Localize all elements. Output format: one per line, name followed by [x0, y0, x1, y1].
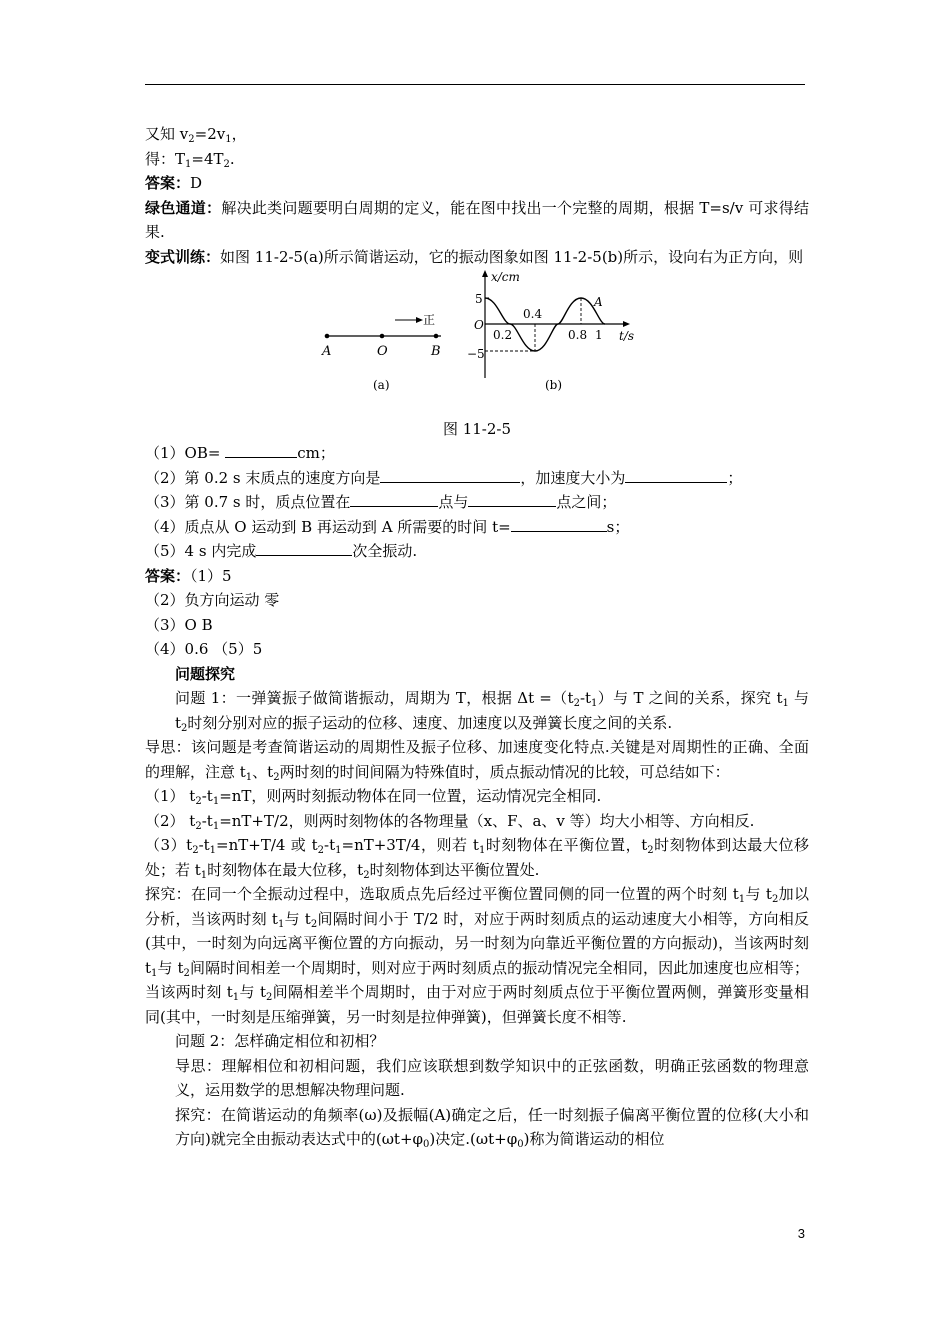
answer-4-5: （4）0.6 （5）5 [145, 640, 263, 658]
blank-2b[interactable] [625, 468, 727, 483]
question-5: （5）4 s 内完成 次全振动. [145, 542, 418, 560]
blank-3b[interactable] [468, 492, 556, 507]
page-content [145, 122, 809, 1152]
question-3: （3）第 0.7 s 时，质点位置在 点与 点之间； [145, 493, 617, 511]
tick-0-2: 0.2 [493, 328, 513, 342]
result-line: 得：$T_1=4T_2$. [145, 149, 235, 170]
question-2: （2）第 0.2 s 末质点的速度方向是 ，加速度大小为 ； [145, 468, 743, 487]
figure-b [467, 270, 634, 392]
x-axis-label: t/s [619, 329, 635, 343]
section-title: 问题探究 [175, 664, 236, 683]
case-2: （2） $t_2-t_1=nT+T/2$，则两时刻物体的各物理量（x、F、a、v 等）均大小相等、方向相反. [145, 811, 755, 832]
problem-2-explore: 探究：在简谐运动的角频率(ω)及振幅(A)确定之后，任一时刻振子偏离平衡位置的位移(大小和方向)就完全由振动表达式中的$(\omega t+\varphi_0)$决定$.(\omega t+\varphi_0)$称为简谐运动的相位 [175, 1105, 809, 1150]
problem-1-explore: 探究：在同一个全振动过程中，选取质点先后经过平衡位置同侧的同一位置的两个时刻 $t_1$与 $t_2$加以分析，当该两时刻 $t_1$与 $t_2$间隔时间小于 T/2 时，对应于两时刻质点的运动速度大小相等，方向相反(其中，一时刻为向远离平衡位置的方向振动，另一时刻为向靠近平衡位置的方向振动)，当该两时刻 $t_1$与 $t_2$间隔时间相差一个周期时，则对应于两时刻质点的振动情况完全相同，因此加速度也应相等；当该两时刻 $t_1$与 $t_2$间隔相差半个周期时，由于对应于两时刻质点位于平衡位置两侧，弹簧形变量相同(其中，一时刻是压缩弹簧，另一时刻是拉伸弹簧)，但弹簧长度不相等. [145, 885, 810, 1026]
origin-label: O [474, 318, 484, 332]
blank-5[interactable] [256, 541, 352, 556]
tip-paragraph: 绿色通道：解决此类问题要明白周期的定义，能在图中找出一个完整的周期，根据 T=s/v 可求得结果. [145, 198, 809, 241]
figure-11-2-5 [145, 269, 809, 417]
tick-5: 5 [475, 292, 483, 306]
figure-a-label: (a) [373, 378, 390, 392]
tick-1: 1 [595, 328, 603, 342]
answer-line: 答案：D [145, 174, 203, 192]
problem-2-question: 问题 2：怎样确定相位和初相？ [175, 1032, 385, 1050]
problem-1-question: 问题 1：一弹簧振子做简谐振动，周期为 T，根据 $\Delta t =(t_2-t_1)$与 T 之间的关系，探究 $t_1$ 与 $t_2$时刻分别对应的振子运动的位移、速度、加速度以及弹簧长度之间的关系. [175, 689, 809, 734]
answers-label: 答案：（1）5 [145, 566, 232, 585]
question-4: （4）质点从 O 运动到 B 再运动到 A 所需要的时间 t= s； [145, 517, 630, 536]
blank-3a[interactable] [350, 492, 438, 507]
header-rule [145, 84, 805, 85]
answer-2: （2）负方向运动 零 [145, 591, 280, 609]
curve-point-a: A [594, 295, 603, 309]
blank-2a[interactable] [380, 468, 520, 483]
given-line: 又知 $v_2=2v_1$， [145, 125, 247, 145]
positive-direction-label: 正 [423, 313, 436, 327]
tip-label: 绿色通道： [145, 198, 222, 217]
blank-4[interactable] [511, 517, 607, 532]
problem-2-guide: 导思：理解相位和初相问题，我们应该联想到数学知识中的正弦函数，明确正弦函数的物理意义，运用数学的思想解决物理问题. [175, 1056, 809, 1099]
figure-a [321, 313, 441, 392]
exercise-paragraph: 变式训练：如图 11-2-5(a)所示简谐运动，它的振动图象如图 11-2-5(b)所示，设向右为正方向，则 [145, 247, 804, 266]
blank-1[interactable] [225, 443, 297, 458]
point-b-label: B [431, 344, 441, 359]
answer-3: （3）O B [145, 615, 213, 634]
tick-0-8: 0.8 [568, 328, 588, 342]
point-o-label: O [377, 344, 388, 359]
tick-minus-5: −5 [467, 347, 485, 361]
figure-caption: 图 11-2-5 [442, 420, 512, 438]
problem-1-guide: 导思：该问题是考查简谐运动的周期性及振子位移、加速度变化特点.关键是对周期性的正确、全面的理解，注意 $t_1$、$t_2$两时刻的时间间隔为特殊值时，质点振动情况的比较，可总结如下： [145, 738, 809, 783]
y-axis-label: x/cm [491, 270, 520, 284]
point-a-label: A [322, 344, 332, 359]
question-1: （1）OB= cm； [145, 444, 335, 462]
case-1: （1） $t_2-t_1=nT$，则两时刻振动物体在同一位置，运动情况完全相同. [145, 787, 602, 807]
answer-label: 答案： [145, 174, 191, 192]
exercise-label: 变式训练： [145, 247, 221, 266]
figure-b-label: (b) [545, 378, 563, 392]
tick-0-4: 0.4 [523, 307, 543, 321]
page-number: 3 [797, 1226, 805, 1241]
case-3: $(3)t_2-t_1=nT+T/4$ 或 $t_2-t_1=nT+3T/4$，则若 $t_1$时刻物体在平衡位置，$t_2$时刻物体到达最大位移处；若 $t_1$时刻物体在最大位移，$t_2$时刻物体到达平衡位置处. [145, 836, 809, 881]
